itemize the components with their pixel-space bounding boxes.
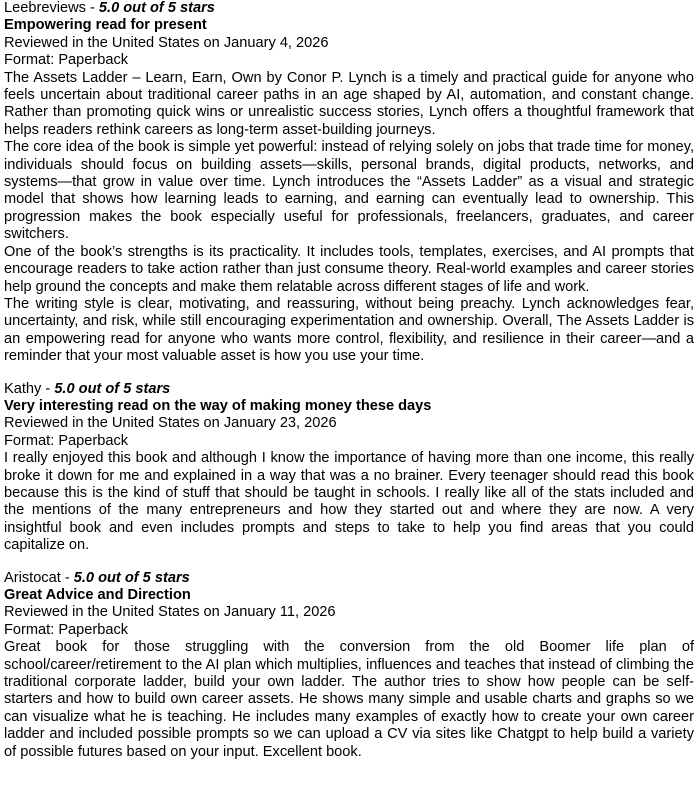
review-paragraph: The core idea of the book is simple yet powerful: instead of relying solely on jobs that trade time for money, individuals should focus on building assets—skills, personal brands, digital products, networks, and systems—that grow in value over time. Lynch introduces the “Assets Ladder” as a visual and strategic model that shows how learning leads to earning, and earning can eventually lead to ownership. This progression makes the book especially useful for professionals, freelancers, graduates, and career switchers. [4, 139, 694, 243]
review-paragraph: The writing style is clear, motivating, and reassuring, without being preachy. Lynch acknowledges fear, uncertainty, and risk, while still encouraging experimentation and ownership. Overall, The Assets Ladder is an empowering read for anyone who wants more control, flexibility, and resilience in their career—and a reminder that your most valuable asset is how you use your time. [4, 295, 694, 365]
review-format: Format: Paperback [4, 52, 129, 69]
review-rating: 5.0 out of 5 stars [54, 380, 171, 397]
review-header [4, 381, 694, 398]
review-body [4, 450, 694, 554]
review-paragraph: The Assets Ladder – Learn, Earn, Own by Conor P. Lynch is a timely and practical guide for anyone who feels uncertain about traditional career paths in an age shaped by AI, automation, and constant change. Rather than promoting quick wins or unrealistic success stories, Lynch offers a thoughtful framework that helps readers rethink careers as long-term asset-building journeys. [4, 69, 694, 138]
review-rating: 5.0 out of 5 stars [98, 0, 215, 16]
review-header [4, 0, 694, 17]
author-rating-separator: - [60, 569, 74, 586]
review-paragraph: Great book for those struggling with the conversion from the old Boomer life plan of school/career/retirement to the AI plan which multiplies, influences and teaches that instead of climbing the traditional corporate ladder, build your own ladder. The author tries to show how people can be self-starters and how to build own career assets. He shows many simple and usable charts and graphs so we can visualize what he is teaching. He includes many examples of exactly how to create your own career ladder and included possible prompts so we can upload a CV via sites like Chatgpt to help build a variety of possible futures based on your input. Excellent book. [4, 639, 694, 760]
review-body [4, 70, 694, 366]
review-format: Format: Paperback [4, 432, 129, 449]
review-title: Very interesting read on the way of making money these days [4, 397, 432, 414]
review-body [4, 639, 694, 761]
review-author: Leebreviews [4, 0, 86, 16]
review-rating: 5.0 out of 5 stars [73, 569, 190, 586]
review-author: Kathy [4, 380, 42, 397]
review-format: Format: Paperback [4, 621, 129, 638]
review-2 [4, 381, 694, 555]
review-1 [4, 0, 694, 366]
review-date: Reviewed in the United States on January 11, 2026 [4, 604, 336, 621]
review-3 [4, 570, 694, 761]
author-rating-separator: - [41, 380, 55, 397]
review-paragraph: One of the book’s strengths is its practicality. It includes tools, templates, exercises, and AI prompts that encourage readers to take action rather than just consume theory. Real-world examples and career stories help ground the concepts and make them relatable across different stages of life and work. [4, 243, 694, 295]
review-date: Reviewed in the United States on January 4, 2026 [4, 34, 329, 51]
review-date: Reviewed in the United States on January 23, 2026 [4, 415, 337, 432]
review-title: Empowering read for present [4, 17, 207, 34]
review-author: Aristocat [4, 569, 61, 586]
author-rating-separator: - [85, 0, 99, 16]
review-paragraph: I really enjoyed this book and although I know the importance of having more than one income, this really broke it down for me and explained in a way that was a no brainer. Every teenager should read this book because this is the kind of stuff that should be taught in schools. I really like all of the stats included and the mentions of the many entrepreneurs and how they started out and where they are now. A very insightful book and even includes prompts and steps to take to help you find areas that you could capitalize on. [4, 450, 694, 554]
review-title: Great Advice and Direction [4, 587, 191, 603]
review-header [4, 570, 694, 587]
